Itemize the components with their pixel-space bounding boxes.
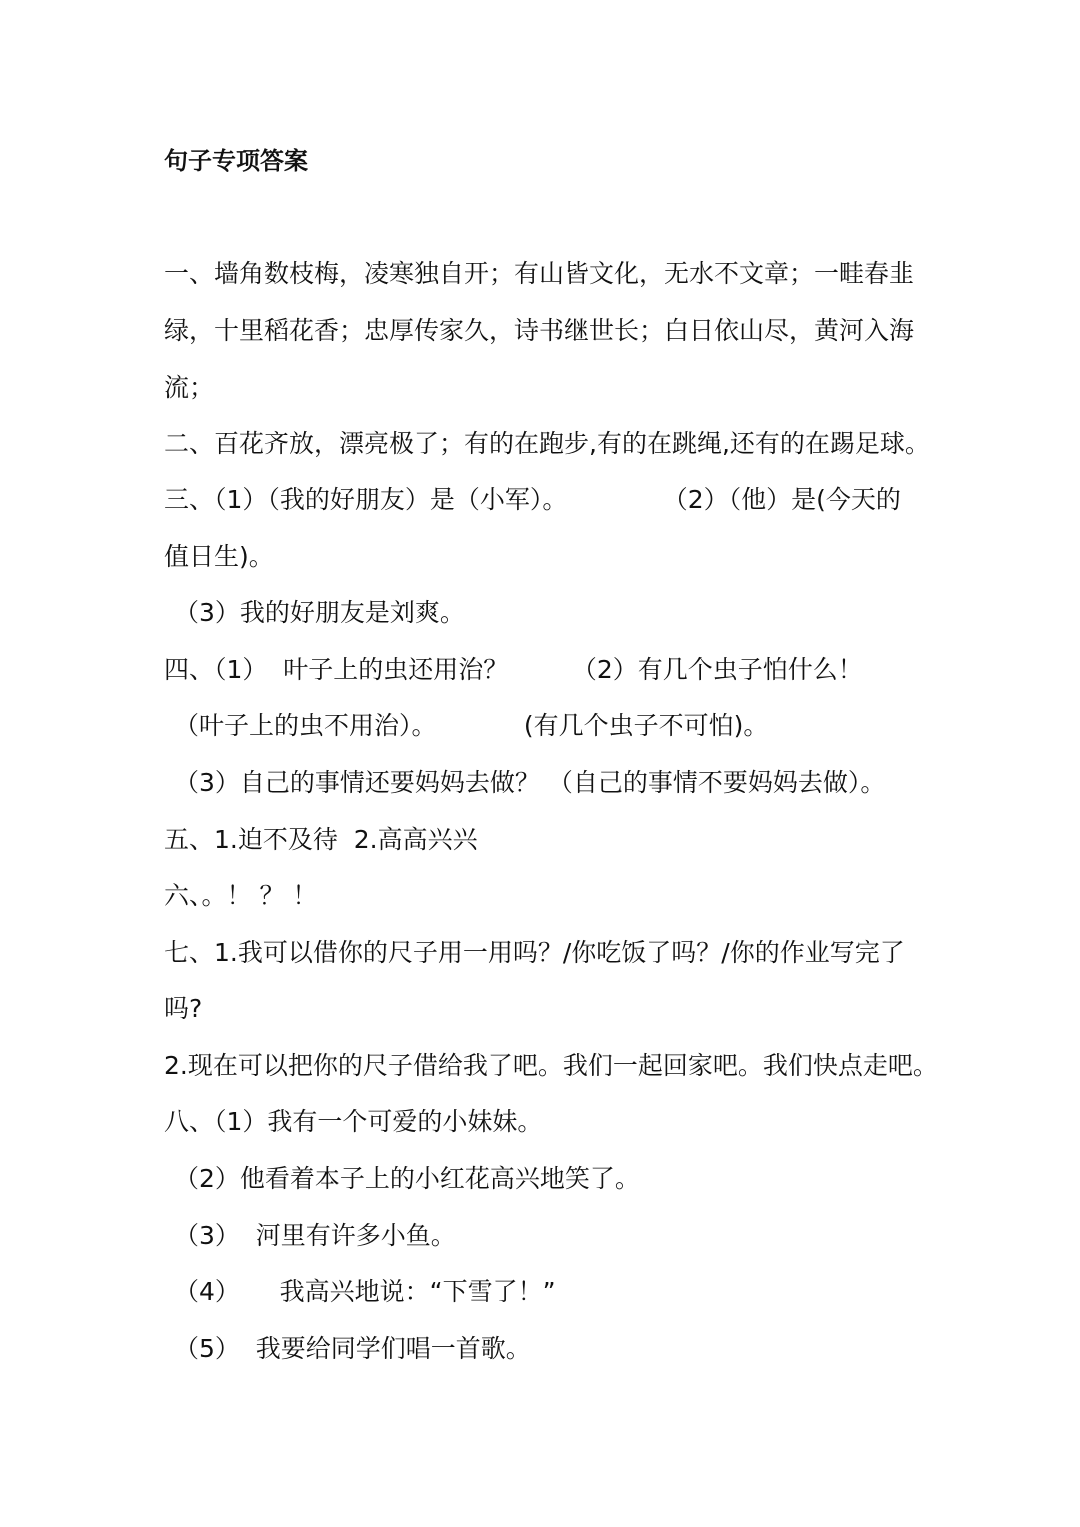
- answer-line-4-3: （3）自己的事情还要妈妈去做？ （自己的事情不要妈妈去做）。: [174, 768, 886, 797]
- answer-line-3-1: 三、（1）（我的好朋友）是（小军）。 （2）（他）是(今天的: [164, 485, 901, 514]
- answer-line-7-3: 2.现在可以把你的尺子借给我了吧。我们一起回家吧。我们快点走吧。: [164, 1051, 938, 1080]
- document-title: 句子专项答案: [164, 147, 308, 175]
- answer-line-8-5: （5） 我要给同学们唱一首歌。: [174, 1334, 531, 1363]
- answer-line-4-2: （叶子上的虫不用治）。 (有几个虫子不可怕)。: [174, 711, 769, 740]
- answer-line-1-3: 流；: [164, 373, 215, 402]
- answer-line-3-2: 值日生)。: [164, 542, 274, 571]
- answer-line-8-1: 八、（1）我有一个可爱的小妹妹。: [164, 1107, 543, 1136]
- answer-line-3-3: （3）我的好朋友是刘爽。: [174, 598, 465, 627]
- answer-line-8-2: （2）他看着本子上的小红花高兴地笑了。: [174, 1164, 640, 1193]
- answer-line-5: 五、1.迫不及待 2.高高兴兴: [164, 825, 478, 854]
- answer-line-8-3: （3） 河里有许多小鱼。: [174, 1221, 456, 1250]
- answer-line-6: 六、。！ ？ ！: [164, 881, 318, 910]
- answer-line-4-1: 四、（1） 叶子上的虫还用治？ （2）有几个虫子怕什么！: [164, 655, 863, 684]
- answer-line-1-1: 一、墙角数枝梅，凌寒独自开；有山皆文化，无水不文章；一畦春韭: [164, 259, 915, 288]
- answer-line-7-2: 吗?: [164, 994, 203, 1023]
- answer-line-2: 二、百花齐放，漂亮极了；有的在跑步,有的在跳绳,还有的在踢足球。: [164, 429, 930, 458]
- answer-line-1-2: 绿，十里稻花香；忠厚传家久，诗书继世长；白日依山尽，黄河入海: [164, 316, 915, 345]
- answer-line-8-4: （4） 我高兴地说：“下雪了！”: [174, 1277, 556, 1306]
- answer-line-7-1: 七、1.我可以借你的尺子用一用吗？/你吃饭了吗？/你的作业写完了: [164, 938, 905, 967]
